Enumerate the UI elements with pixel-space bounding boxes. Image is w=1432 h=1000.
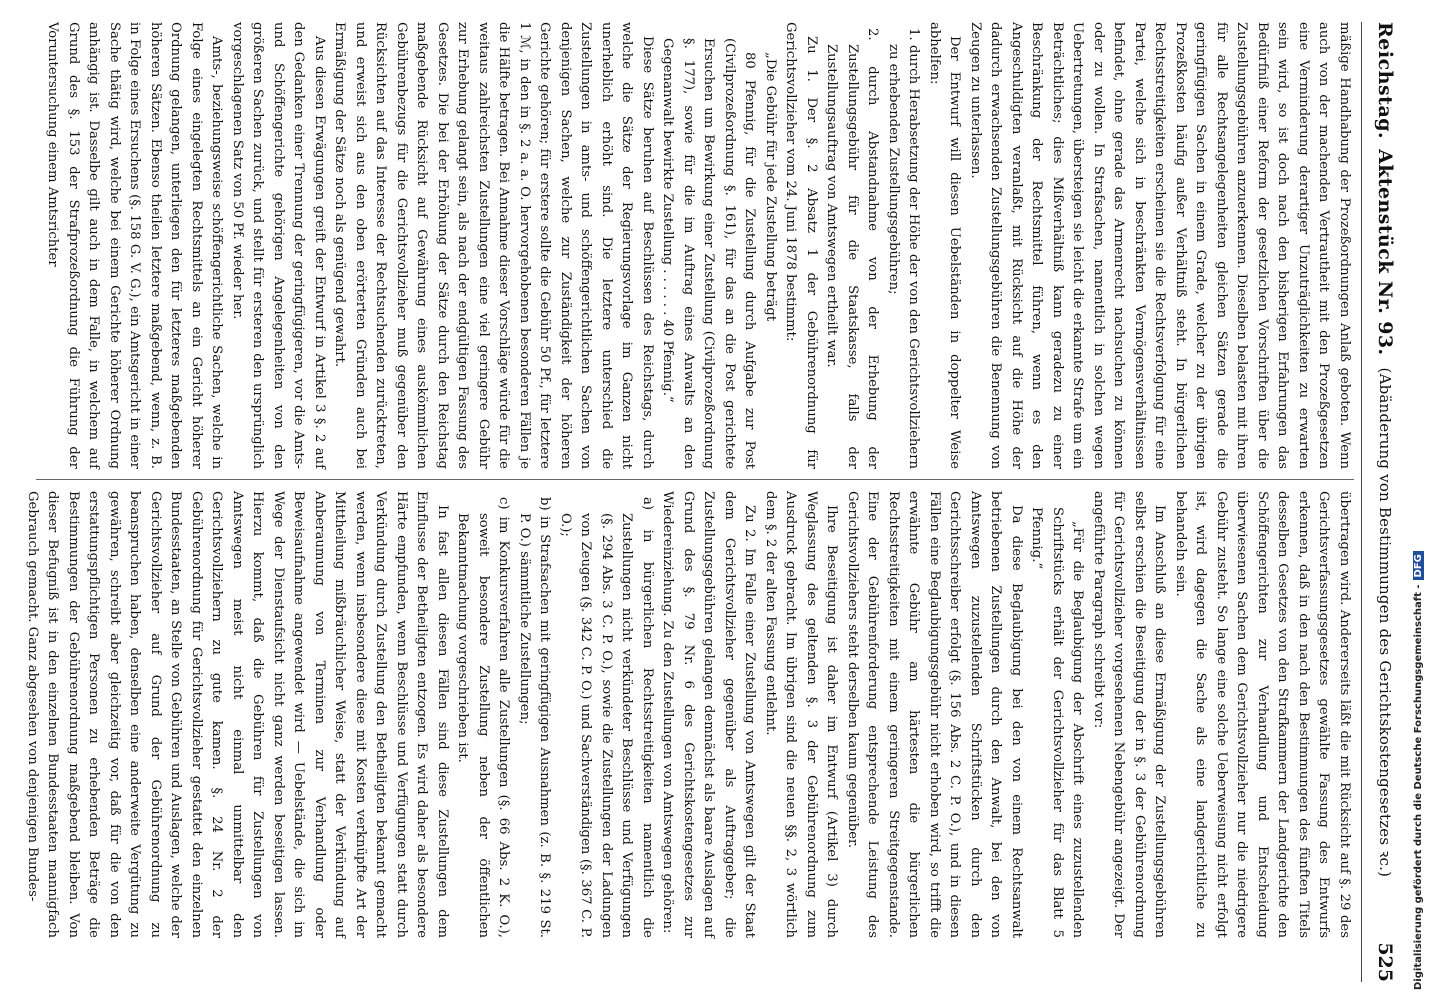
quote-body: „Für die Beglaubigung der Abschrift eines zuzustellenden Schriftstücks erhält der Gerichtsvollzieher für das Blatt 5 Pfennig.“ — [1029, 507, 1086, 938]
list-item: 2. durch Abstandnahme von der Erhebung der Zustellungsgebühr für die Staatskasse, falls der Zustellungsauftrag von Amtswegen ertheilt war. — [824, 28, 881, 469]
credit-text: Digitalisierung gefördert durch die Deutsche Forschungsgemeinschaft - — [1413, 584, 1424, 990]
paragraph: Diese Sätze beruhen auf Beschlüssen des Reichstags, durch welche die Sätze der Regierungsvorlage im Ganzen nicht unerheblich erhöht sind. Die letztere unterschied die Zustellungen in amts- und schöffengerichtlichen Sachen von denjenigen Sachen, welche zur Zuständigkeit der höheren Gerichte gehören; für erstere sollte die Gebühr 50 Pf., für letztere 1 ℳ, in den in §. 2 a. a. O. hervorgehobenen besonderen Fällen je die Hälfte betragen. Bei Annahme dieser Vorschläge würde für die weitaus zahlreichsten Zustellungen eine viel geringere Gebühr zur Erhebung gelangt sein, als nach der endgültigen Fassung des Gesetzes. Die bei der Erhöhung der Sätze durch den Reichstag maßgebende Rücksicht auf Gewährung eines auskömmlichen Gebührenbezugs für die Gerichtsvollzieher muß gegenüber den Rücksichten auf das Interesse der Rechtsuchenden zurücktreten, und erweist sich aus den oben erörterten Gründen auch bei Ermäßigung der Sätze noch als genügend gewahrt. — [332, 22, 655, 469]
column-divider — [36, 479, 1354, 480]
paragraph: Im Anschluß an diese Ermäßigung der Zustellungsgebühren selbst erschien die Beseitigung der in §. 3 der Gebührenordnung für Gerichtsvollzieher vorgesehenen Nebengebühr angezeigt. Der angeführte Paragraph schreibt vor: — [1091, 491, 1168, 938]
paragraph: übertragen wird. Andererseits läßt die mit Rücksicht auf §. 29 des Gerichtsverfassungsgesetzes gewählte Fassung des Entwurfs erkennen, daß in den nach den Bestimmungen des fünften Titels desselben Gesetzes von den Strafkammern der Landgerichte den Schöffengerichten zur Verhandlung und Entscheidung überwiesenen Sachen dem Gerichtsvollzieher nur die niedrigere Gebühr zusteht. So lange eine solche Ueberweisung nicht erfolgt ist, wird dagegen die Sache als eine landgerichtliche zu behandeln sein. — [1173, 491, 1352, 938]
paragraph: mäßige Handhabung der Prozeßordnungen Anlaß geboten. Wenn auch von der machenden Vertrautheit mit den Prozeßgesetzen eine Verminderung derartiger Unzuträglichkeiten zu erwarten sein wird, so ist doch nach den bisherigen Erfahrungen das Bedürfniß einer Reform der gesetzlichen Vorschriften über die Zustellungsgebühren anzuerkennen. Dieselben belasten mit ihren für alle Rechtsangelegenheiten gleichen Sätzen gerade die geringfügigen Sachen in einem Grade, welcher zu der übrigen Prozeßkosten häufig außer Verhältniß steht. In bürgerlichen Rechtsstreitigkeiten erscheinen sie die Rechtsverfolgung für eine Partei, welche sich in beschränkten Vermögensverhältnissen befindet, ohne gerade das Armenrecht nachsuchen zu können oder zu wollen. In Strafsachen, namentlich in solchen wegen Uebertretungen, übersteigen sie leicht die erkannte Strafe um ein Beträchtliches; dies Mißverhältniß kann geradezu zu einer Beschränkung der Rechtsmittel führen, wenn es den Angeschuldigten veranlaßt, mit Rücksicht auf die Höhe der dadurch erwachsenden Zustellungsgebühren die Benennung von Zeugen zu unterlassen. — [968, 22, 1352, 469]
credit-line — [1413, 551, 1424, 990]
rotated-document-page — [26, 22, 1406, 982]
left-text-column — [36, 22, 1354, 469]
paragraph: Ihre Beseitigung ist daher im Entwurf (Artikel 3) durch Weglassung des geltenden §. 3 der Gebührenordnung zum Ausdruck gebracht. Im übrigen sind die neuen §§. 2, 3 wörtlich dem §. 2 der alten Fassung entlehnt. — [763, 491, 840, 938]
list-item: 1. durch Herabsetzung der Höhe der von den Gerichtsvollziehern zu erhebenden Zustellungsgebühren; — [886, 28, 922, 469]
list-item: b) in Strafsachen mit geringfügigen Ausnahmen (z. B. §. 219 St. P. O.) sämmtliche Zustellungen; — [517, 497, 553, 938]
page-header — [1364, 22, 1406, 982]
paragraph: Da diese Beglaubigung bei den von einem Rechtsanwalt betriebenen Zustellungen durch den Anwalt, bei den von Amtswegen zuzustellenden Schriftstücken durch den Gerichtsschreiber erfolgt (§. 156 Abs. 2 C. P. O.), und in diesen Fällen eine Beglaubigungsgebühr nicht erhoben wird, so trifft die erwähnte Gebühr am härtesten die bürgerlichen Rechtsstreitigkeiten mit einem geringeren Streitgegenstande. Eine der Gebührenforderung entsprechende Leistung des Gerichtsvollziehers steht derselben kaum gegenüber. — [845, 491, 1024, 938]
paragraph: Aus diesen Erwägungen greift der Entwurf in Artikel 3 §. 2 auf den Gedanken einer Trennung der geringfügigeren, vor die Amts- und Schöffengerichte gehörigen Angelegenheiten von den größeren Sachen zurück, und stellt für ersteren den ursprünglich vorgeschlagenen Satz von 50 Pf. wieder her. — [230, 22, 327, 469]
list-item: c) im Konkursverfahren alle Zustellungen (§. 66 Abs. 2 K. O.), soweit besondere Zustellung neben der öffentlichen Bekanntmachung vorgeschrieben ist. — [455, 497, 512, 938]
paragraph: Zu 2. Im Falle einer Zustellung von Amtswegen gilt der Staat dem Gerichtsvollzieher gegenüber als Auftraggeber; die Zustellungsgebühren gelangen demnächst als baare Auslagen auf Grund des §. 79 Nr. 6 des Gerichtskostengesetzes zur Wiedereinziehung. Zu den Zustellungen von Amtswegen gehören: — [660, 491, 758, 938]
quote-body: 80 Pfennig, für die Zustellung durch Aufgabe zur Post (Civilprozeßordnung §. 161), für das an die Post gerichtete Ersuchen um Bewirkung einer Zustellung (Civilprozeßordnung §. 177), sowie für die im Auftrag eines Anwalts an den Gegenanwalt bewirkte Zustellung . . . . . . 40 Pfennig.“ — [660, 38, 758, 469]
quote-line: „Die Gebühr für jede Zustellung beträgt — [763, 52, 778, 322]
dfg-logo: DFG — [1413, 551, 1424, 580]
page-number: 525 — [1374, 942, 1396, 982]
header-document-number: Aktenstück Nr. 93. — [1374, 149, 1396, 356]
right-text-column — [25, 491, 1354, 938]
header-reichstag: Reichstag. — [1374, 22, 1396, 140]
header-rule — [1361, 22, 1362, 982]
paragraph: Amts-, beziehungsweise schöffengerichtliche Sachen, welche in Folge eines eingelegten Rechtsmittels an ein Gericht höherer Ordnung gelangen, unterliegen den für letzteres maßgebenden höheren Sätzen. Ebenso theilen letztere maßgebend, wenn, z. B. in Folge eines Ersuchens (§. 158 G. V. G.), ein Amtsgericht in einer Sache thätig wird, welche bei einem Gerichte höherer Ordnung anhängig ist. Dasselbe gilt auch in dem Falle, in welchem auf Grund des §. 153 der Strafprozeßordnung die Führung der Voruntersuchung einem Amtsrichter — [45, 22, 225, 469]
digitization-credit — [1409, 6, 1431, 996]
paragraph: Zu 1. Der §. 2 Absatz 1 der Gebührenordnung für Gerichtsvollzieher vom 24. Juni 1878 bestimmt: — [783, 22, 819, 469]
paragraph: In fast allen diesen Fällen sind diese Zustellungen dem Einflusse der Betheiligten entzogen. Es wird daher als besondere Härte empfunden, wenn Beschlüsse und Verfügungen statt durch Verkündung durch Zustellung den Betheiligten bekannt gemacht werden, wenn insbesondere diese mit Kosten verknüpfte Art der Mittheilung mißbräuchlicher Weise, statt der Verkündung auf Anberaumung von Terminen zur Verhandlung oder Beweisaufnahme angewendet wird — Uebelstände, die sich im Wege der Dienstaufsicht nicht ganz werden beseitigen lassen. Hierzu kommt, daß die Gebühren für Zustellungen von Amtswegen meist nicht einmal unmittelbar den Gerichtsvollziehern zu gute kamen. §. 24 Nr. 2 der Gebührenordnung für Gerichtsvollzieher gestattet den einzelnen Bundesstaaten, an Stelle von Gebühren und Auslagen, welche der Gerichtsvollzieher auf Grund der Gebührenordnung zu beanspruchen haben, denselben eine anderweite Vergütung zu gewähren, schreibt aber gleichzeitig vor, daß für die von den erstattungspflichtigen Personen zu erhebenden Beträge die Bestimmungen der Gebührenordnung maßgebend bleiben. Von dieser Befugniß ist in den einzelnen Bundesstaaten mannigfach Gebrauch gemacht. Ganz abgesehen von denjenigen Bundes- — [25, 491, 450, 938]
list-item: a) in bürgerlichen Rechtsstreitigkeiten namentlich die Zustellungen nicht verkündeter Beschlüsse und Verfügungen (§. 294 Abs. 3 C. P. O.), sowie die Zustellungen der Ladungen von Zeugen (§. 342 C. P. O.) und Sachverständigen (§. 367 C. P. O.); — [558, 497, 655, 938]
paragraph: Der Entwurf will diesen Uebelständen in doppelter Weise abhelfen: — [927, 22, 963, 469]
header-subject: (Abänderung von Bestimmungen des Gerichtskostengesetzes ꝛc.) — [1376, 367, 1394, 878]
